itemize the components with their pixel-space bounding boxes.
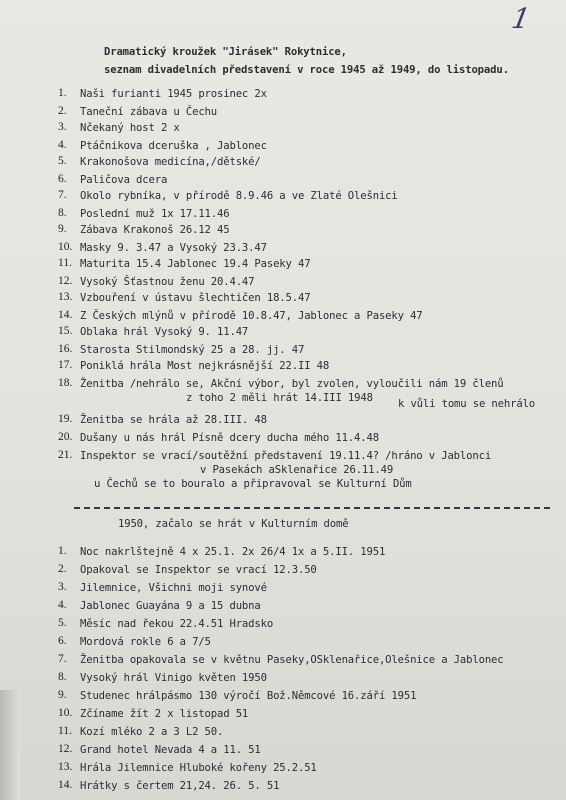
list-item: Z Českých mlýnů v přírodě 10.8.47, Jablonec a Paseky 47 xyxy=(80,310,423,322)
list-item-number: 1. xyxy=(58,545,67,557)
list-item: Poslední muž 1x 17.11.46 xyxy=(80,208,230,220)
list-item: Inspektor se vrací/soutěžní představení 19.11.4? /hráno v Jablonci xyxy=(80,450,492,462)
list-item-number: 2. xyxy=(58,105,67,117)
list-item: Grand hotel Nevada 4 a 11. 51 xyxy=(80,744,261,756)
list-item-number: 5. xyxy=(58,617,67,629)
list-item-number: 8. xyxy=(58,671,67,683)
list-item: Kozí mléko 2 a 3 L2 50. xyxy=(80,726,224,738)
list-item: Jilemnice, Všichni moji synové xyxy=(80,582,267,594)
list-item: Krakonošova medicína,/dětské/ xyxy=(80,156,261,168)
list-item: Maturita 15.4 Jablonec 19.4 Paseky 47 xyxy=(80,258,311,270)
list-item: Ptáčnikova dceruška , Jablonec xyxy=(80,140,267,152)
list-item-number: 13. xyxy=(58,291,73,303)
list-item-number: 12. xyxy=(58,275,73,287)
list-item-number: 6. xyxy=(58,173,67,185)
list-item: Naši furianti 1945 prosinec 2x xyxy=(80,88,267,100)
list-item: Hrála Jilemnice Hluboké kořeny 25.2.51 xyxy=(80,762,317,774)
list-item-number: 3. xyxy=(58,581,67,593)
list-item-continuation: v Pasekách aSklenařice 26.11.49 xyxy=(200,464,394,476)
list-item: Mordová rokle 6 a 7/5 xyxy=(80,636,211,648)
list-item-number: 6. xyxy=(58,635,67,647)
list-item-continuation: z toho 2 měli hrát 14.III 1948 xyxy=(186,392,373,404)
list-item: Poniklá hrála Most nejkrásnější 22.II 48 xyxy=(80,360,330,372)
list-item-number: 14. xyxy=(58,309,73,321)
list-item-number: 20. xyxy=(58,431,73,443)
list-item-number: 19. xyxy=(58,413,73,425)
list-item-number: 5. xyxy=(58,155,67,167)
list-item: Ženitba se hrála až 28.III. 48 xyxy=(80,414,267,426)
list-item: Opakoval se Inspektor se vrací 12.3.50 xyxy=(80,564,317,576)
list-item: Paličova dcera xyxy=(80,174,168,186)
list-item: Vzbouření v ústavu šlechtičen 18.5.47 xyxy=(80,292,311,304)
list-item-number: 21. xyxy=(58,449,73,461)
list-item-number: 3. xyxy=(58,121,67,133)
list-item: Studenec hrálpásmo 130 výročí Bož.Němcové 16.září 1951 xyxy=(80,690,417,702)
list-item-number: 9. xyxy=(58,689,67,701)
list-item: Dušany u nás hrál Písně dcery ducha mého 11.4.48 xyxy=(80,432,379,444)
header-line-1: Dramatický kroužek "Jirásek" Rokytnice, xyxy=(104,46,347,58)
list-item: Vysoký hrál Vinigo květen 1950 xyxy=(80,672,267,684)
list-item-side-note: k vůli tomu se nehrálo xyxy=(398,398,536,410)
list-item-number: 18. xyxy=(58,377,73,389)
list-item-number: 13. xyxy=(58,761,73,773)
list-item-number: 9. xyxy=(58,223,67,235)
list-item-number: 10. xyxy=(58,241,73,253)
list-item: Noc nakrlštejně 4 x 25.1. 2x 26/4 1x a 5.II. 1951 xyxy=(80,546,386,558)
list-item-number: 7. xyxy=(58,653,67,665)
list-item-number: 14. xyxy=(58,779,73,791)
list-item-number: 11. xyxy=(58,725,72,737)
list-item-number: 16. xyxy=(58,343,73,355)
list-item-number: 12. xyxy=(58,743,73,755)
page-number: 1 xyxy=(509,2,533,35)
list-item: Oblaka hrál Vysoký 9. 11.47 xyxy=(80,326,249,338)
list-item-number: 10. xyxy=(58,707,73,719)
list-item: Nčekaný host 2 x xyxy=(80,122,180,134)
list-item: Měsíc nad řekou 22.4.51 Hradsko xyxy=(80,618,274,630)
list-item: Starosta Stilmondský 25 a 28. jj. 47 xyxy=(80,344,305,356)
list-item-number: 2. xyxy=(58,563,67,575)
list-item-continuation: u Čechů se to bouralo a připravoval se Kulturní Dům xyxy=(94,478,412,490)
list-item-number: 8. xyxy=(58,207,67,219)
list-item-number: 4. xyxy=(58,139,67,151)
header-line-2: seznam divadelních představení v roce 1945 až 1949, do listopadu. xyxy=(104,64,509,76)
page-fold-shadow xyxy=(0,690,20,800)
list-item-number: 11. xyxy=(58,257,72,269)
list-item: Hrátky s čertem 21,24. 26. 5. 51 xyxy=(80,780,280,792)
list-item: Vysoký Šťastnou ženu 20.4.47 xyxy=(80,276,255,288)
list-item: Okolo rybníka, v přírodě 8.9.46 a ve Zlaté Olešnici xyxy=(80,190,398,202)
list-item: Masky 9. 3.47 a Vysoký 23.3.47 xyxy=(80,242,267,254)
list-item: Zábava Krakonoš 26.12 45 xyxy=(80,224,230,236)
list-item-number: 4. xyxy=(58,599,67,611)
list-item: Ženitba /nehrálo se, Akční výbor, byl zvolen, vyloučili nám 19 členů xyxy=(80,378,504,390)
list-item: Jablonec Guayána 9 a 15 dubna xyxy=(80,600,261,612)
list-item: Zčíname žít 2 x listopad 51 xyxy=(80,708,249,720)
list-item-number: 7. xyxy=(58,189,67,201)
list-item: Taneční zábava u Čechu xyxy=(80,106,218,118)
section-2-title: 1950, začalo se hrát v Kulturním domě xyxy=(118,518,349,530)
section-divider xyxy=(74,507,550,509)
list-item: Ženitba opakovala se v květnu Paseky,OSklenařice,Olešnice a Jablonec xyxy=(80,654,504,666)
list-item-number: 1. xyxy=(58,87,67,99)
list-item-number: 15. xyxy=(58,325,73,337)
list-item-number: 17. xyxy=(58,359,73,371)
